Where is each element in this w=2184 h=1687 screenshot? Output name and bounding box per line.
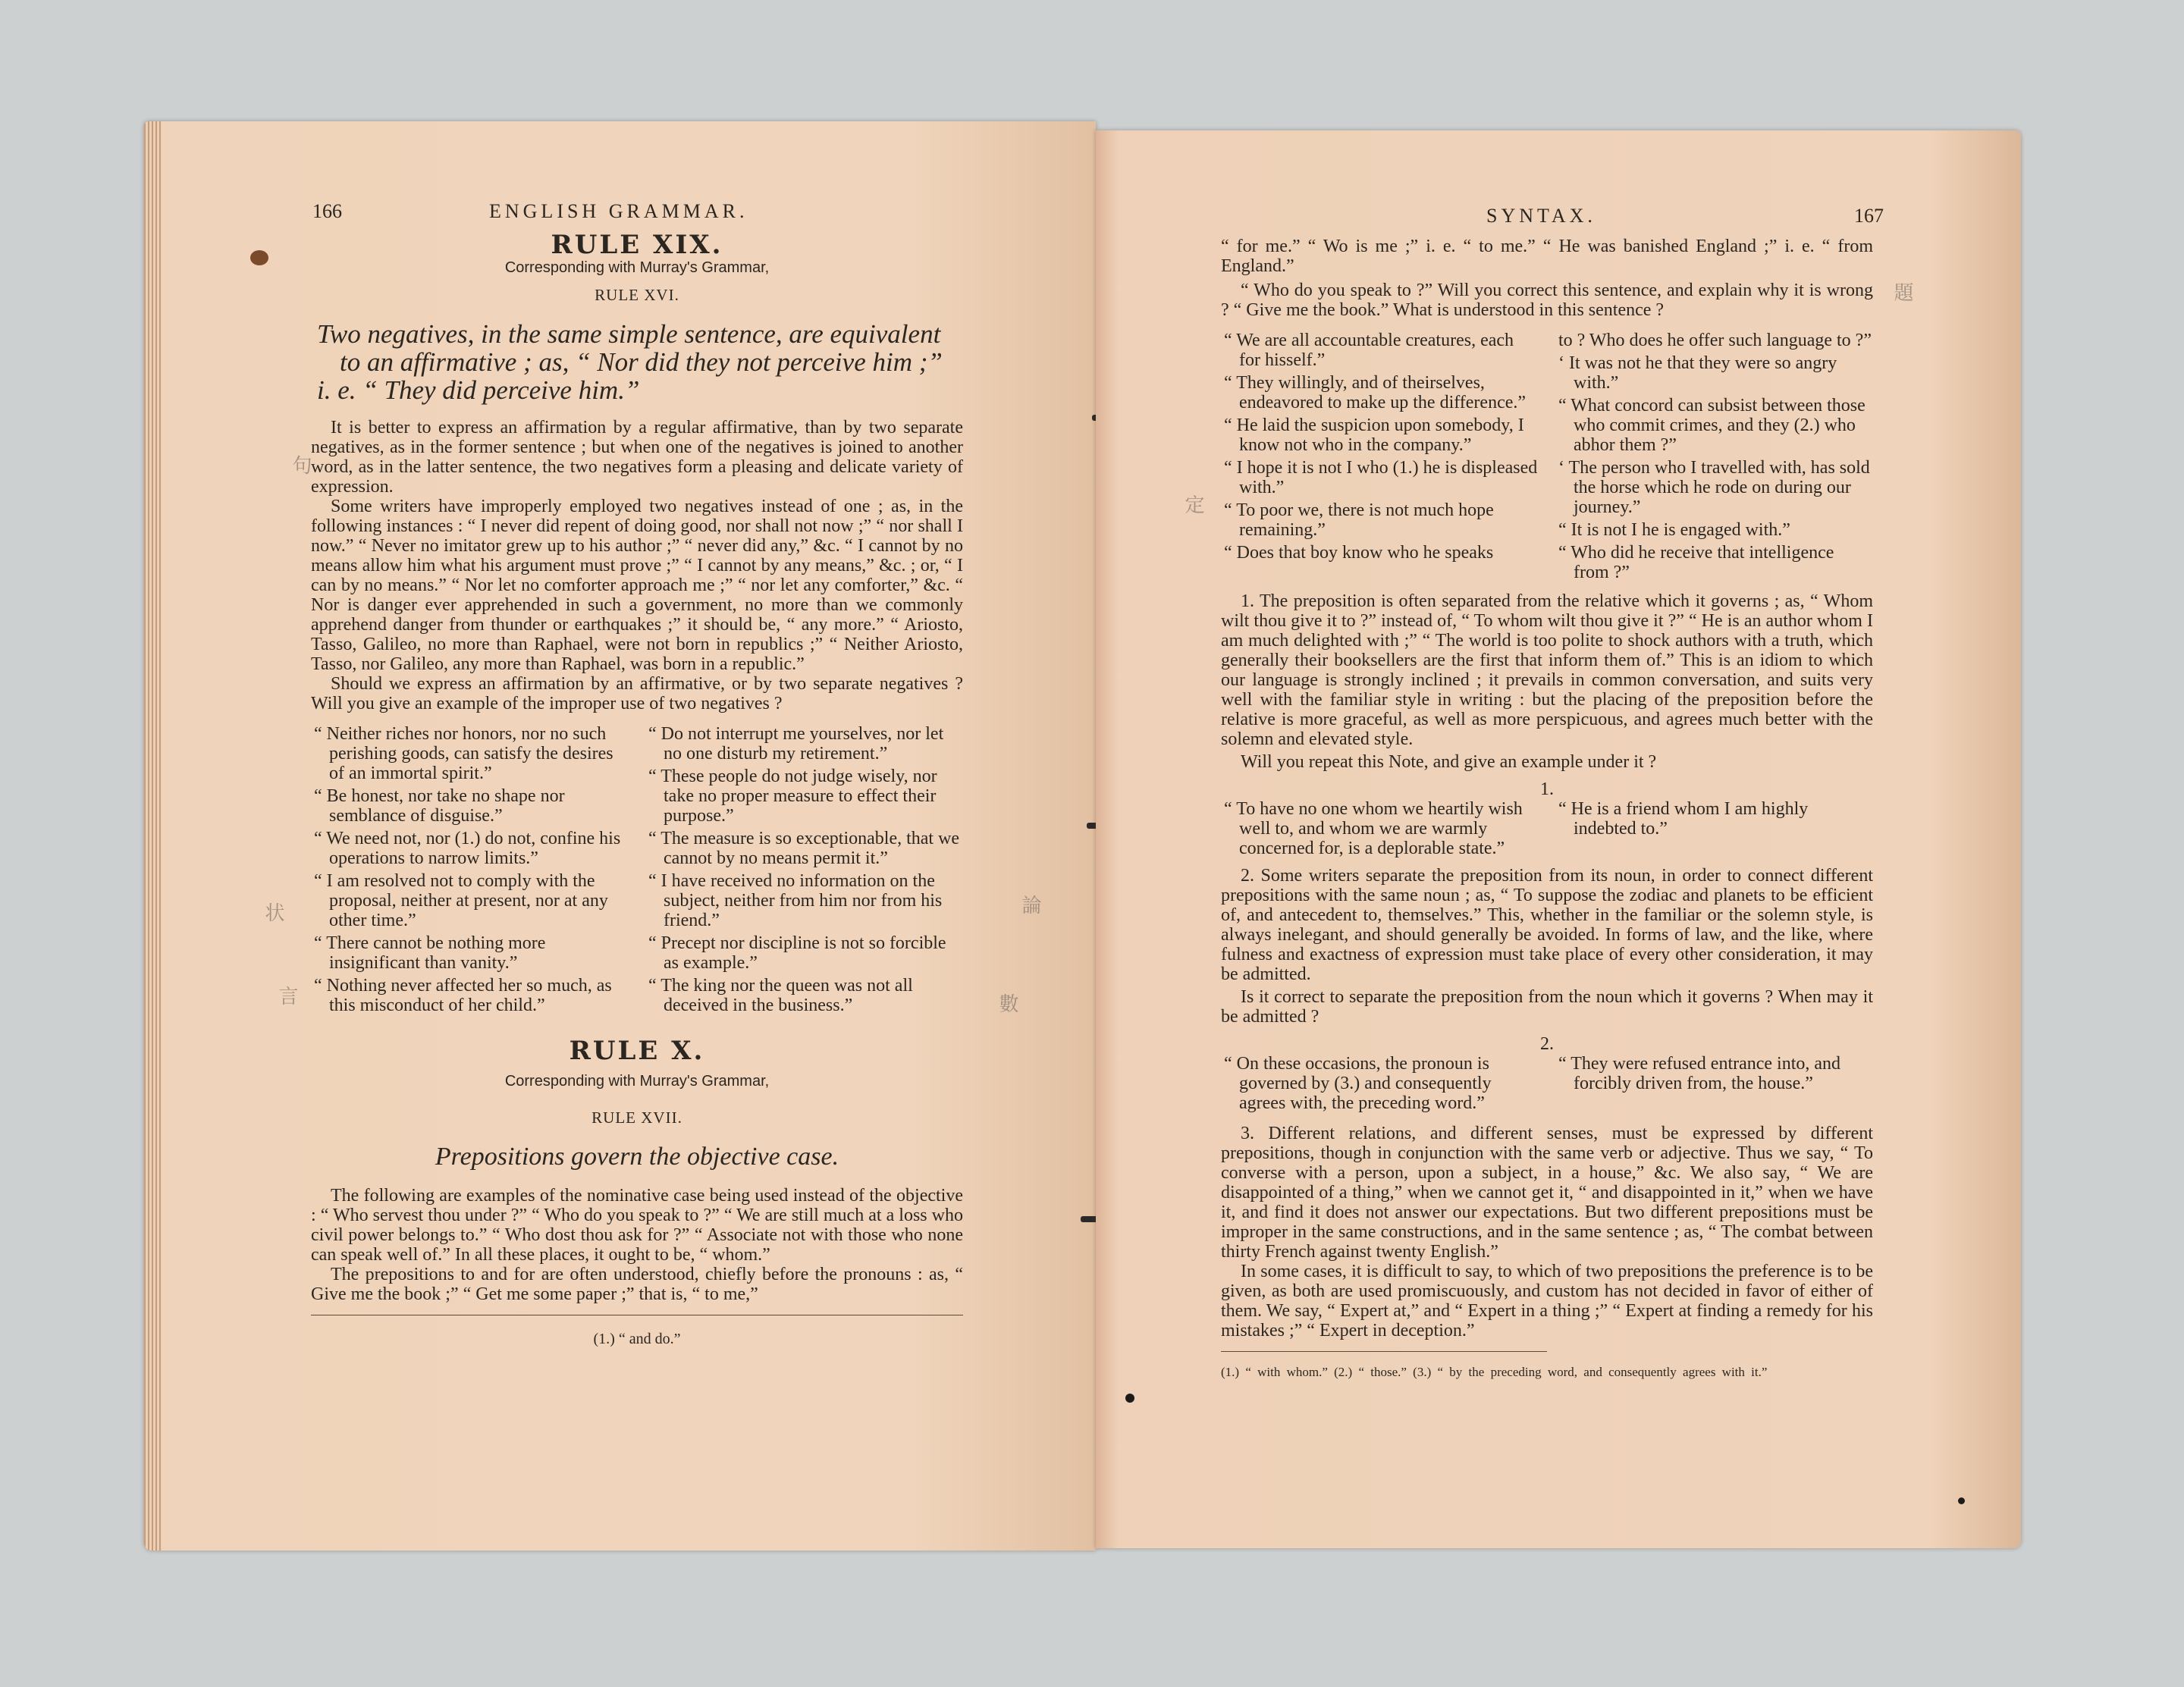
running-head: ENGLISH GRAMMAR. — [489, 200, 748, 222]
pencil-annotation: 題 — [1891, 282, 1913, 302]
rule-title: RULE XIX. — [551, 230, 723, 260]
page-edges — [144, 121, 161, 1551]
pencil-annotation: 論 — [1018, 895, 1041, 914]
paragraph: Should we express an affirmation by an affirmative, or by two separate negatives ? Will you give an example of the improper use of two negatives ? — [311, 674, 963, 713]
example-sentence: “ Does that boy know who he speaks — [1224, 543, 1494, 563]
example-sentence: “ To poor we, there is not much hope remaining.” — [1224, 500, 1494, 540]
right-text-column — [1221, 237, 1873, 1382]
example-sentence: “ Who did he receive that intelligence from ?” — [1558, 543, 1834, 582]
paragraph: It is better to express an affirmation by a regular affirmative, than by two separate negatives, as in the former sentence ; but when one of the negatives is joined to another word, as in the latter sentence, the two negatives form a pleasing and delicate variety of expression. — [311, 418, 963, 497]
pencil-annotation: 状 — [262, 902, 284, 922]
example-column-right — [1555, 331, 1873, 585]
question: Is it correct to separate the preposition from the noun which it governs ? When may it be admitted ? — [1221, 987, 1873, 1027]
pencil-annotation: 定 — [1181, 494, 1204, 514]
example-sentence: “ We are all accountable creatures, each for hisself.” — [1224, 331, 1514, 370]
example-sentence: “ They were refused entrance into, and forcibly driven from, the house.” — [1558, 1054, 1841, 1093]
example-column-right — [645, 724, 963, 1018]
example-sentence: “ Precept nor discipline is not so forcible as example.” — [648, 933, 946, 973]
example-sentence: “ To have no one whom we heartily wish well to, and whom we are warmly concerned for, is a deplorable state.” — [1224, 799, 1523, 858]
pencil-annotation: 句 — [289, 455, 312, 475]
right-page — [1096, 130, 2021, 1548]
paragraph: “ for me.” “ Wo is me ;” i. e. “ to me.” “ He was banished England ;” i. e. “ from England.” — [1221, 237, 1873, 276]
question: Will you repeat this Note, and give an example under it ? — [1241, 752, 1657, 772]
example-sentence: “ We need not, nor (1.) do not, confine his operations to narrow limits.” — [314, 829, 621, 868]
example-sentence: “ The measure is so exceptionable, that we cannot by no means permit it.” — [648, 829, 960, 868]
example-sentence: “ I am resolved not to comply with the proposal, neither at present, nor at any other time.” — [314, 871, 608, 930]
example-columns — [1221, 799, 1873, 861]
example-columns — [1221, 1054, 1873, 1116]
example-sentence: “ I have received no information on the subject, neither from him nor from his friend.” — [648, 871, 943, 930]
example-sentence: “ I hope it is not I who (1.) he is displeased with.” — [1224, 458, 1538, 497]
note-paragraph: 3. Different relations, and different senses, must be expressed by different prepositions, though in conjunction with the same verb or adjective. Thus we say, “ To converse with a person, upon a subject, in a house,” &c. We also say, “ We are disappointed of a thing,” when we cannot get it, “ and disappointed in it,” when we have it, and find it does not answer our expectations. But two different prepositions must be improper in the same constructions, and in the same sentence ; as, “ The combat between thirty French against twenty English.” — [1221, 1124, 1873, 1262]
footnote: (1.) “ and do.” — [593, 1331, 681, 1347]
rule-statement — [317, 320, 963, 404]
example-sentence: “ Be honest, nor take no shape nor semblance of disguise.” — [314, 786, 565, 826]
paragraph: Some writers have improperly employed two negatives instead of one ; as, in the following instances : “ I never did repent of doing good, nor shall not now ;” “ nor shall I now.” “ Never no imitator grew up to his author ;” “ never did any,” &c. “ I cannot by no means allow him what his argument must prove ;” “ I cannot by any means,” &c. ; or, “ I can by no means.” “ Nor let no comforter approach me ;” “ nor let any comforter,” &c. “ Nor is danger ever apprehended in such a government, no more than we commonly apprehend danger from thunder or earthquakes ;” it should be, “ any more.” “ Ariosto, Tasso, Galileo, no more than Raphael, were not born in republics ;” “ Neither Ariosto, Tasso, nor Galileo, any more than Raphael, was born in a republic.” — [311, 497, 963, 674]
paragraph: The following are examples of the nominative case being used instead of the objective : “ Who servest thou under ?” “ Who do you speak to ?” “ We are still much at a loss who civil power belongs to.” “ Who dost thou ask for ?” “ Associate not with those who none can speak well of.” In all these places, it ought to be, “ whom.” — [311, 1186, 963, 1265]
example-column-left — [1221, 331, 1539, 585]
paper-spot — [1958, 1497, 1965, 1504]
footnotes: (1.) “ with whom.” (2.) “ those.” (3.) “ by the preceding word, and consequently agrees with it.” — [1221, 1365, 1768, 1379]
ink-stain — [250, 250, 268, 265]
left-page — [144, 121, 1096, 1551]
example-sentence: “ He is a friend whom I am highly indebted to.” — [1558, 799, 1809, 839]
example-sentence: “ He laid the suspicion upon somebody, I know not who in the company.” — [1224, 415, 1524, 455]
example-sentence: “ Do not interrupt me yourselves, nor let no one disturb my retirement.” — [648, 724, 944, 764]
example-number: 2. — [1540, 1034, 1554, 1054]
example-sentence: ‘ The person who I travelled with, has sold the horse which he rode on during our journey.” — [1558, 458, 1870, 517]
example-columns — [1221, 331, 1873, 585]
example-sentence: “ It is not I he is engaged with.” — [1558, 520, 1790, 540]
footnote-rule — [1221, 1351, 1547, 1352]
note-paragraph: In some cases, it is difficult to say, to which of two prepositions the preference is to be given, as both are used promiscuously, and custom has not decided in favor of either of them. We say, “ Expert at,” and “ Expert in a thing ;” “ Expert at finding a remedy for his mistakes ;” “ Expert in deception.” — [1221, 1262, 1873, 1341]
corresponding-note: Corresponding with Murray's Grammar, — [504, 1073, 770, 1090]
rule-reference: RULE XVII. — [592, 1108, 682, 1127]
paragraph: The prepositions to and for are often understood, chiefly before the pronouns : as, “ Give me the book ;” “ Get me some paper ;” that is, “ to me,” — [311, 1265, 963, 1304]
running-head: SYNTAX. — [1486, 205, 1596, 227]
example-sentence: “ On these occasions, the pronoun is governed by (3.) and consequently agrees with, the preceding word.” — [1224, 1054, 1492, 1113]
paper-hole — [1125, 1394, 1134, 1403]
rule-statement-line: i. e. “ They did perceive him.” — [317, 375, 640, 405]
example-sentence: “ The king nor the queen was not all deceived in the business.” — [648, 976, 913, 1015]
example-number: 1. — [1540, 779, 1554, 799]
rule-statement-line: to an affirmative ; as, “ Nor did they not perceive him ;” — [340, 347, 943, 377]
rule-statement-line: Two negatives, in the same simple sentence, are equivalent — [317, 319, 941, 349]
left-text-column — [311, 230, 963, 1349]
note-paragraph: 2. Some writers separate the preposition from its noun, in order to connect different prepositions with the same noun ; as, “ To suppose the zodiac and planets to be efficient of, and antecedent to, themselves.” This, whether in the familiar or the solemn style, is always inelegant, and should generally be avoided. In forms of law, and the like, where fulness and exactness of expression must take place of every other consideration, it may be admitted. — [1221, 866, 1873, 984]
corresponding-note: Corresponding with Murray's Grammar, — [504, 259, 770, 276]
example-sentence: “ What concord can subsist between those who commit crimes, and they (2.) who abhor them ?” — [1558, 396, 1866, 455]
rule-reference: RULE XVI. — [595, 286, 679, 304]
example-sentence: “ There cannot be nothing more insignificant than vanity.” — [314, 933, 546, 973]
example-sentence: ‘ It was not he that they were so angry with.” — [1558, 353, 1837, 393]
example-sentence: “ They willingly, and of theirselves, endeavored to make up the difference.” — [1224, 373, 1527, 412]
rule2-title: RULE X. — [569, 1036, 705, 1066]
example-sentence: to ? Who does he offer such language to ?” — [1558, 331, 1872, 350]
example-sentence: “ Nothing never affected her so much, as this misconduct of her child.” — [314, 976, 612, 1015]
page-number: 166 — [312, 200, 342, 222]
page-number: 167 — [1854, 205, 1884, 227]
pencil-annotation: 數 — [996, 993, 1018, 1013]
example-sentence: “ Neither riches nor honors, nor no such perishing goods, can satisfy the desires of an immortal spirit.” — [314, 724, 613, 783]
note-paragraph: 1. The preposition is often separated from the relative which it governs ; as, “ Whom wilt thou give it to ?” instead of, “ To whom wilt thou give it ?” “ He is an author whom I am much delighted with ;” “ The world is too polite to shock authors with a truth, which generally their booksellers are the first that inform them of.” This is an idiom to which our language is strongly inclined ; it prevails in common conversation, and suits very well with the familiar style in writing : but the placing of the preposition before the relative is more graceful, as well as more perspicuous, and agrees much better with the solemn and elevated style. — [1221, 591, 1873, 749]
example-sentence: “ These people do not judge wisely, nor take no proper measure to effect their purpose.” — [648, 767, 937, 826]
paragraph: “ Who do you speak to ?” Will you correct this sentence, and explain why it is wrong ? “ Give me the book.” What is understood in this sentence ? — [1221, 281, 1873, 320]
example-column-left — [311, 724, 629, 1018]
pencil-annotation: 言 — [275, 986, 298, 1005]
example-columns — [311, 724, 963, 1018]
rule2-statement: Prepositions govern the objective case. — [435, 1143, 839, 1171]
